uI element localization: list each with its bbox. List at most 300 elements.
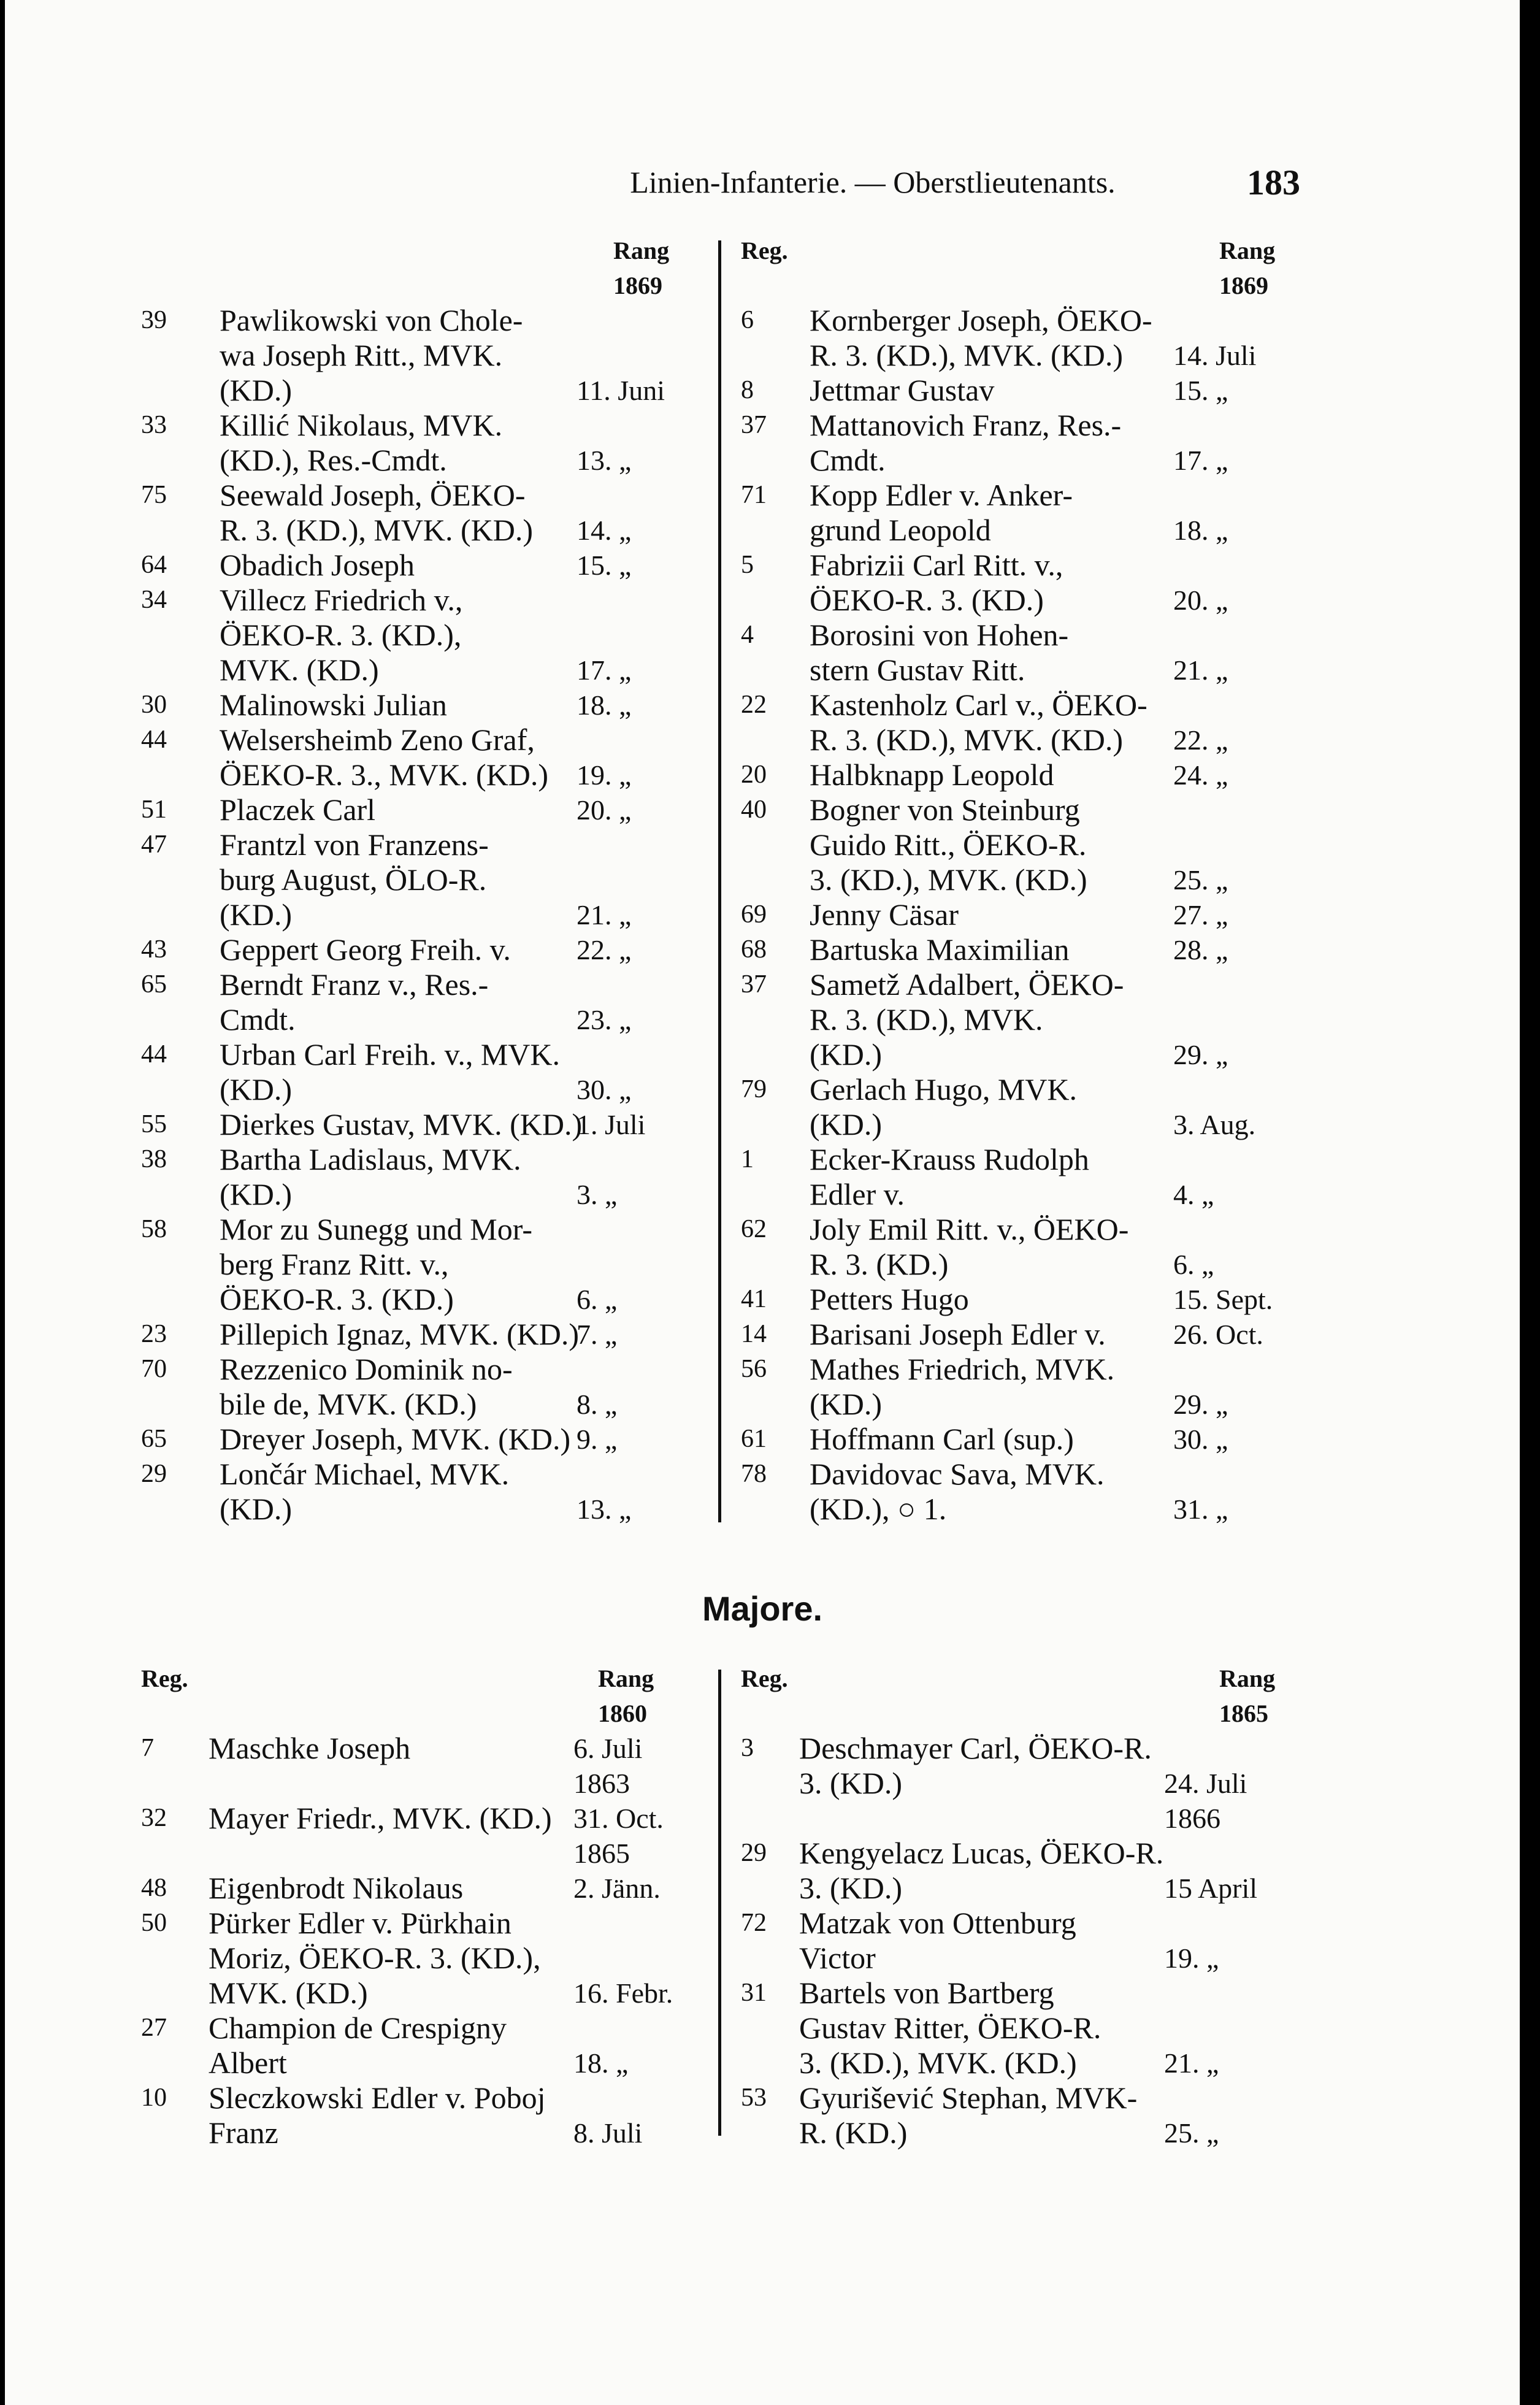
officer-name: burg August, ÖLO-R.	[220, 862, 487, 897]
officer-name: Lončár Michael, MVK.	[220, 1457, 510, 1491]
rank-date: 18. „	[573, 2047, 629, 2079]
rank-date: 15. „	[1173, 375, 1228, 406]
list-item	[141, 2046, 705, 2081]
rank-date: 4. „	[1173, 1179, 1214, 1210]
regiment-number: 69	[741, 900, 767, 929]
list-item	[141, 1142, 705, 1177]
list-item	[141, 653, 705, 688]
rank-date: 7. „	[577, 1319, 618, 1350]
regiment-number: 33	[141, 411, 167, 439]
column-majore-right	[741, 1661, 1311, 2150]
list-item	[741, 932, 1305, 967]
rank-date: 6. „	[1173, 1249, 1214, 1280]
regiment-number: 39	[141, 306, 167, 334]
column-label-rang: 1869	[613, 272, 662, 299]
list-item	[741, 1836, 1311, 1871]
list-item	[141, 2115, 705, 2150]
rank-date: 1865	[573, 1838, 630, 1869]
officer-name: Villecz Friedrich v.,	[220, 583, 463, 617]
officer-name: Placzek Carl	[220, 792, 376, 827]
rank-date: 2. Jänn.	[573, 1873, 661, 1904]
list-item	[141, 1422, 705, 1457]
officer-name: bile de, MVK. (KD.)	[220, 1387, 477, 1421]
officer-name: (KD.)	[810, 1387, 883, 1421]
list-item	[141, 1801, 705, 1836]
rank-date: 24. „	[1173, 759, 1228, 791]
column-top-left	[141, 233, 705, 1527]
regiment-number: 4	[741, 621, 754, 649]
rank-date: 1866	[1164, 1803, 1220, 1834]
regiment-number: 56	[741, 1355, 767, 1383]
officer-name: Barisani Joseph Edler v.	[810, 1317, 1106, 1351]
regiment-number: 43	[141, 935, 167, 964]
officer-name: Borosini von Hohen-	[810, 618, 1069, 652]
officer-name: Frantzl von Franzens-	[220, 827, 489, 862]
regiment-number: 37	[741, 970, 767, 999]
column-subheader-year	[741, 268, 1305, 303]
officer-name: Eigenbrodt Nikolaus	[209, 1871, 464, 1905]
rank-date: 20. „	[1173, 585, 1228, 616]
rank-date: 21. „	[577, 899, 632, 930]
officer-name: Bogner von Steinburg	[810, 792, 1080, 827]
officer-name: R. 3. (KD.), MVK.	[810, 1002, 1043, 1037]
list-item	[141, 1107, 705, 1142]
regiment-number: 10	[141, 2084, 167, 2112]
officer-name: Victor	[799, 1941, 876, 1975]
officer-name: MVK. (KD.)	[220, 653, 379, 687]
regiment-number: 31	[741, 1979, 767, 2007]
regiment-number: 38	[141, 1145, 167, 1173]
column-majore-left	[141, 1661, 705, 2150]
regiment-number: 70	[141, 1355, 167, 1383]
officer-name: 3. (KD.)	[799, 1871, 903, 1905]
list-item	[741, 2011, 1311, 2046]
rank-date: 30. „	[577, 1074, 632, 1105]
list-item	[141, 827, 705, 862]
column-label-reg: Reg.	[141, 1665, 188, 1692]
officer-name: ÖEKO-R. 3. (KD.),	[220, 618, 462, 652]
list-item	[741, 758, 1305, 792]
officer-name: (KD.)	[810, 1107, 883, 1141]
list-item	[741, 1072, 1305, 1107]
column-label-rang: 1865	[1219, 1700, 1268, 1727]
list-item	[741, 967, 1305, 1002]
officer-name: Bartels von Bartberg	[799, 1976, 1054, 2010]
officer-name: Bartha Ladislaus, MVK.	[220, 1142, 521, 1176]
regiment-number: 55	[141, 1110, 167, 1138]
officer-name: ÖEKO-R. 3. (KD.)	[220, 1282, 454, 1316]
officer-name: Halbknapp Leopold	[810, 758, 1054, 792]
list-item	[741, 688, 1305, 723]
rank-date: 31. Oct.	[573, 1803, 664, 1834]
regiment-number: 34	[141, 586, 167, 614]
officer-name: Moriz, ÖEKO-R. 3. (KD.),	[209, 1941, 541, 1975]
officer-name: Rezzenico Dominik no-	[220, 1352, 513, 1386]
regiment-number: 62	[741, 1215, 767, 1243]
column-subheader-year	[141, 1696, 705, 1731]
officer-name: Ecker-Krauss Rudolph	[810, 1142, 1089, 1176]
list-item	[741, 1766, 1311, 1801]
rank-date: 14. „	[577, 515, 632, 546]
list-item	[741, 653, 1305, 688]
officer-name: 3. (KD.), MVK. (KD.)	[810, 862, 1087, 897]
list-item	[141, 1871, 705, 1906]
rank-date: 21. „	[1173, 654, 1228, 686]
list-item	[741, 1212, 1305, 1247]
rank-date: 19. „	[577, 759, 632, 791]
list-item	[141, 618, 705, 653]
officer-name: Cmdt.	[220, 1002, 296, 1037]
list-item	[141, 967, 705, 1002]
rank-date: 16. Febr.	[573, 1977, 673, 2009]
list-item	[141, 792, 705, 827]
officer-name: Franz	[209, 2115, 278, 2150]
list-item	[741, 1387, 1305, 1422]
officer-name: Deschmayer Carl, ÖEKO-R.	[799, 1731, 1152, 1765]
list-item	[741, 1457, 1305, 1492]
rank-date: 25. „	[1173, 864, 1228, 896]
officer-name: Albert	[209, 2046, 287, 2080]
list-item	[741, 1352, 1305, 1387]
list-item	[741, 1976, 1311, 2011]
regiment-number: 20	[741, 761, 767, 789]
list-item	[741, 338, 1305, 373]
officer-name: Champion de Crespigny	[209, 2011, 507, 2045]
officer-name: Gustav Ritter, ÖEKO-R.	[799, 2011, 1101, 2045]
officer-name: berg Franz Ritt. v.,	[220, 1247, 449, 1281]
regiment-number: 68	[741, 935, 767, 964]
rank-date: 8. „	[577, 1389, 618, 1420]
officer-name: MVK. (KD.)	[209, 1976, 368, 2010]
list-item	[141, 688, 705, 723]
officer-name: Urban Carl Freih. v., MVK.	[220, 1037, 561, 1072]
officer-name: Obadich Joseph	[220, 548, 415, 582]
regiment-number: 37	[741, 411, 767, 439]
officer-name: Bartuska Maximilian	[810, 932, 1070, 967]
rank-date: 25. „	[1164, 2117, 1219, 2149]
list-item	[141, 443, 705, 478]
officer-name: Seewald Joseph, ÖEKO-	[220, 478, 526, 512]
rank-date: 30. „	[1173, 1424, 1228, 1455]
list-item	[741, 618, 1305, 653]
officer-name: Mathes Friedrich, MVK.	[810, 1352, 1115, 1386]
regiment-number: 53	[741, 2084, 767, 2112]
list-item	[741, 1492, 1305, 1527]
officer-name: Guido Ritt., ÖEKO-R.	[810, 827, 1087, 862]
list-item	[741, 1177, 1305, 1212]
list-item	[141, 1836, 705, 1871]
list-item	[141, 1002, 705, 1037]
rank-date: 18. „	[1173, 515, 1228, 546]
officer-name: Killić Nikolaus, MVK.	[220, 408, 503, 442]
regiment-number: 44	[141, 726, 167, 754]
rank-date: 11. Juni	[577, 375, 665, 406]
list-item	[741, 1142, 1305, 1177]
list-item	[741, 1282, 1305, 1317]
list-item	[741, 583, 1305, 618]
rank-date: 3. „	[577, 1179, 618, 1210]
regiment-number: 40	[741, 796, 767, 824]
rank-date: 18. „	[577, 689, 632, 721]
column-label-reg: Reg.	[741, 1665, 788, 1692]
rank-date: 15 April	[1164, 1873, 1258, 1904]
officer-name: Malinowski Julian	[220, 688, 447, 722]
list-item	[141, 1976, 705, 2011]
column-label-rang: Rang	[1219, 237, 1276, 264]
list-item	[741, 1317, 1305, 1352]
list-item	[141, 1177, 705, 1212]
book-page	[5, 0, 1520, 2405]
list-item	[141, 723, 705, 758]
list-item	[141, 1352, 705, 1387]
rank-date: 13. „	[577, 445, 632, 476]
regiment-number: 75	[141, 481, 167, 509]
column-divider-bottom	[718, 1670, 721, 2136]
officer-name: (KD.)	[220, 897, 293, 932]
regiment-number: 44	[141, 1040, 167, 1068]
rank-date: 22. „	[1173, 724, 1228, 756]
officer-name: Kengyelacz Lucas, ÖEKO-R.	[799, 1836, 1164, 1870]
officer-name: Mayer Friedr., MVK. (KD.)	[209, 1801, 552, 1835]
officer-name: Joly Emil Ritt. v., ÖEKO-	[810, 1212, 1129, 1246]
officer-name: ÖEKO-R. 3., MVK. (KD.)	[220, 758, 549, 792]
officer-name: Gerlach Hugo, MVK.	[810, 1072, 1078, 1107]
regiment-number: 71	[741, 481, 767, 509]
list-item	[741, 1906, 1311, 1941]
list-item	[141, 583, 705, 618]
officer-name: Jenny Cäsar	[810, 897, 959, 932]
officer-name: R. (KD.)	[799, 2115, 908, 2150]
officer-name: Kopp Edler v. Anker-	[810, 478, 1073, 512]
list-item	[741, 1422, 1305, 1457]
officer-name: (KD.)	[220, 1492, 293, 1526]
list-item	[741, 1801, 1311, 1836]
rank-date: 20. „	[577, 794, 632, 826]
officer-name: Jettmar Gustav	[810, 373, 995, 407]
regiment-number: 65	[141, 1425, 167, 1453]
list-item	[141, 1212, 705, 1247]
list-item	[141, 513, 705, 548]
officer-name: stern Gustav Ritt.	[810, 653, 1025, 687]
officer-name: (KD.)	[220, 373, 293, 407]
regiment-number: 14	[741, 1320, 767, 1348]
officer-name: Davidovac Sava, MVK.	[810, 1457, 1105, 1491]
regiment-number: 79	[741, 1075, 767, 1103]
regiment-number: 65	[141, 970, 167, 999]
officer-name: Sametž Adalbert, ÖEKO-	[810, 967, 1124, 1002]
list-item	[741, 478, 1305, 513]
list-item	[141, 1492, 705, 1527]
list-item	[141, 1317, 705, 1352]
column-label-rang: Rang	[613, 237, 670, 264]
list-item	[141, 897, 705, 932]
regiment-number: 7	[141, 1734, 154, 1762]
regiment-number: 72	[741, 1909, 767, 1937]
column-subheader-year	[741, 1696, 1311, 1731]
officer-name: (KD.), ○ 1.	[810, 1492, 947, 1526]
list-item	[741, 1107, 1305, 1142]
list-item	[141, 1906, 705, 1941]
officer-name: (KD.)	[220, 1177, 293, 1211]
column-header	[741, 1661, 1311, 1696]
rank-date: 22. „	[577, 934, 632, 965]
rank-date: 29. „	[1173, 1039, 1228, 1070]
list-item	[141, 478, 705, 513]
column-label-rang: Rang	[1219, 1665, 1276, 1692]
officer-name: Geppert Georg Freih. v.	[220, 932, 511, 967]
column-header	[741, 233, 1305, 268]
list-item	[141, 548, 705, 583]
regiment-number: 3	[741, 1734, 754, 1762]
list-item	[741, 827, 1305, 862]
rank-date: 17. „	[1173, 445, 1228, 476]
rank-date: 23. „	[577, 1004, 632, 1035]
officer-name: R. 3. (KD.), MVK. (KD.)	[220, 513, 534, 547]
rank-date: 8. Juli	[573, 2117, 643, 2149]
officer-name: ÖEKO-R. 3. (KD.)	[810, 583, 1044, 617]
section-title-majore: Majore.	[702, 1589, 823, 1628]
rank-date: 13. „	[577, 1494, 632, 1525]
officer-name: Mattanovich Franz, Res.-	[810, 408, 1122, 442]
column-top-right	[741, 233, 1305, 1527]
list-item	[741, 1037, 1305, 1072]
running-header: Linien-Infanterie. — Oberstlieutenants.	[630, 165, 1116, 199]
regiment-number: 6	[741, 306, 754, 334]
list-item	[741, 897, 1305, 932]
regiment-number: 29	[141, 1460, 167, 1488]
regiment-number: 27	[141, 2014, 167, 2042]
officer-name: Pürker Edler v. Pürkhain	[209, 1906, 511, 1940]
rank-date: 24. Juli	[1164, 1768, 1247, 1799]
list-item	[141, 1037, 705, 1072]
regiment-number: 8	[741, 376, 754, 404]
regiment-number: 5	[741, 551, 754, 579]
column-header	[141, 1661, 705, 1696]
regiment-number: 48	[141, 1874, 167, 1902]
column-label-rang: 1869	[1219, 272, 1268, 299]
officer-name: (KD.)	[810, 1037, 883, 1072]
list-item	[141, 1247, 705, 1282]
column-label-rang: 1860	[598, 1700, 647, 1727]
officer-name: Gyurišević Stephan, MVK-	[799, 2081, 1138, 2115]
officer-name: (KD.)	[220, 1072, 293, 1107]
list-item	[741, 862, 1305, 897]
officer-name: Matzak von Ottenburg	[799, 1906, 1076, 1940]
officer-name: Pillepich Ignaz, MVK. (KD.)	[220, 1317, 579, 1351]
list-item	[141, 862, 705, 897]
list-item	[741, 1002, 1305, 1037]
list-item	[741, 443, 1305, 478]
officer-name: Fabrizii Carl Ritt. v.,	[810, 548, 1063, 582]
regiment-number: 41	[741, 1285, 767, 1313]
list-item	[141, 1941, 705, 1976]
column-divider-top	[718, 240, 721, 1522]
rank-date: 31. „	[1173, 1494, 1228, 1525]
officer-name: 3. (KD.)	[799, 1766, 903, 1800]
regiment-number: 78	[741, 1460, 767, 1488]
regiment-number: 32	[141, 1804, 167, 1832]
list-item	[741, 303, 1305, 338]
regiment-number: 50	[141, 1909, 167, 1937]
officer-name: Kornberger Joseph, ÖEKO-	[810, 303, 1152, 337]
rank-date: 15. „	[577, 550, 632, 581]
officer-name: Mor zu Sunegg und Mor-	[220, 1212, 533, 1246]
officer-name: Kastenholz Carl v., ÖEKO-	[810, 688, 1147, 722]
rank-date: 28. „	[1173, 934, 1228, 965]
list-item	[141, 2011, 705, 2046]
list-item	[141, 1387, 705, 1422]
rank-date: 6. „	[577, 1284, 618, 1315]
officer-name: (KD.), Res.-Cmdt.	[220, 443, 447, 477]
rank-date: 3. Aug.	[1173, 1109, 1256, 1140]
list-item	[141, 338, 705, 373]
list-item	[741, 723, 1305, 758]
list-item	[741, 2115, 1311, 2150]
list-item	[141, 1282, 705, 1317]
list-item	[141, 1731, 705, 1766]
regiment-number: 47	[141, 830, 167, 859]
regiment-number: 23	[141, 1320, 167, 1348]
regiment-number: 64	[141, 551, 167, 579]
officer-name: Pawlikowski von Chole-	[220, 303, 523, 337]
column-header	[141, 233, 705, 268]
list-item	[141, 408, 705, 443]
column-subheader-year	[141, 268, 705, 303]
list-item	[741, 1871, 1311, 1906]
list-item	[141, 1766, 705, 1801]
officer-name: grund Leopold	[810, 513, 991, 547]
list-item	[741, 1731, 1311, 1766]
regiment-number: 22	[741, 691, 767, 719]
rank-date: 15. Sept.	[1173, 1284, 1273, 1315]
list-item	[141, 2081, 705, 2115]
list-item	[741, 373, 1305, 408]
regiment-number: 30	[141, 691, 167, 719]
column-label-rang: Rang	[598, 1665, 654, 1692]
list-item	[141, 1072, 705, 1107]
officer-name: R. 3. (KD.), MVK. (KD.)	[810, 723, 1124, 757]
rank-date: 17. „	[577, 654, 632, 686]
scan-edge	[1520, 0, 1540, 2405]
rank-date: 1863	[573, 1768, 630, 1799]
officer-name: R. 3. (KD.)	[810, 1247, 949, 1281]
officer-name: 3. (KD.), MVK. (KD.)	[799, 2046, 1077, 2080]
page-number: 183	[1247, 163, 1300, 202]
rank-date: 19. „	[1164, 1943, 1219, 1974]
officer-name: Hoffmann Carl (sup.)	[810, 1422, 1074, 1456]
rank-date: 27. „	[1173, 899, 1228, 930]
regiment-number: 1	[741, 1145, 754, 1173]
list-item	[741, 548, 1305, 583]
rank-date: 14. Juli	[1173, 340, 1257, 371]
list-item	[741, 2081, 1311, 2115]
list-item	[141, 373, 705, 408]
list-item	[741, 1247, 1305, 1282]
officer-name: Welsersheimb Zeno Graf,	[220, 723, 535, 757]
regiment-number: 51	[141, 796, 167, 824]
rank-date: 26. Oct.	[1173, 1319, 1263, 1350]
officer-name: Sleczkowski Edler v. Poboj	[209, 2081, 546, 2115]
officer-name: R. 3. (KD.), MVK. (KD.)	[810, 338, 1124, 372]
list-item	[141, 932, 705, 967]
rank-date: 1. Juli	[577, 1109, 646, 1140]
rank-date: 29. „	[1173, 1389, 1228, 1420]
column-label-reg: Reg.	[741, 237, 788, 264]
rank-date: 6. Juli	[573, 1733, 643, 1764]
list-item	[741, 792, 1305, 827]
list-item	[741, 408, 1305, 443]
list-item	[741, 2046, 1311, 2081]
